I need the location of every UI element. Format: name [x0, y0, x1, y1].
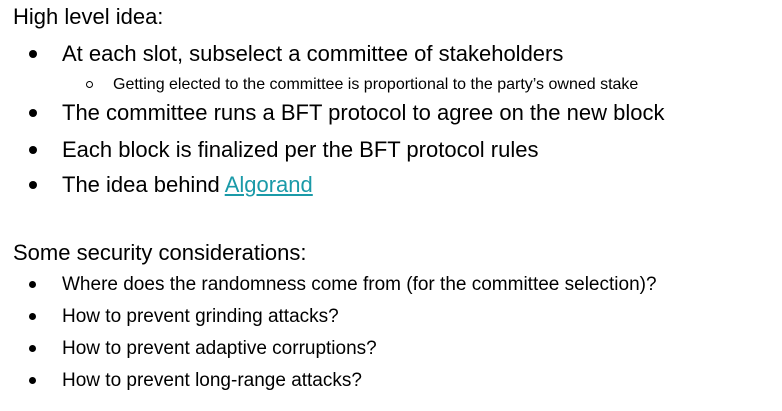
- algorand-link[interactable]: Algorand: [224, 172, 313, 197]
- list-item-text: How to prevent grinding attacks?: [62, 306, 339, 327]
- list-item-text: Getting elected to the committee is proportional to the party’s owned stake: [113, 76, 639, 93]
- list-item-grinding-attacks: [62, 305, 339, 328]
- list-item-block-finalized: [62, 137, 539, 163]
- list-item-algorand-idea: [62, 172, 313, 198]
- filled-bullet-icon: [29, 109, 37, 117]
- sub-list-item-election-proportional: [113, 75, 638, 95]
- filled-bullet-icon: [29, 146, 37, 154]
- list-item-long-range-attacks: [62, 369, 362, 392]
- hollow-bullet-icon: [86, 81, 93, 88]
- filled-bullet-icon: [29, 313, 36, 320]
- list-item-text: At each slot, subselect a committee of stakeholders: [62, 41, 564, 66]
- list-item-text: The idea behind: [62, 172, 225, 197]
- list-item-text: How to prevent adaptive corruptions?: [62, 338, 377, 359]
- list-item-randomness-source: [62, 273, 657, 296]
- section-heading-high-level-idea: High level idea:: [13, 4, 164, 29]
- list-item-committee-subselect: [62, 41, 563, 67]
- filled-bullet-icon: [29, 377, 36, 384]
- filled-bullet-icon: [29, 181, 37, 189]
- list-item-text: How to prevent long-range attacks?: [62, 370, 362, 391]
- section-heading-security-considerations: Some security considerations:: [13, 240, 307, 265]
- list-item-text: Each block is finalized per the BFT protocol rules: [62, 137, 539, 162]
- filled-bullet-icon: [29, 345, 36, 352]
- list-item-adaptive-corruptions: [62, 337, 377, 360]
- list-item-text: The committee runs a BFT protocol to agree on the new block: [62, 100, 665, 125]
- filled-bullet-icon: [29, 281, 36, 288]
- list-item-bft-agreement: [62, 100, 664, 126]
- list-item-text: Where does the randomness come from (for the committee selection)?: [62, 274, 657, 295]
- filled-bullet-icon: [29, 50, 37, 58]
